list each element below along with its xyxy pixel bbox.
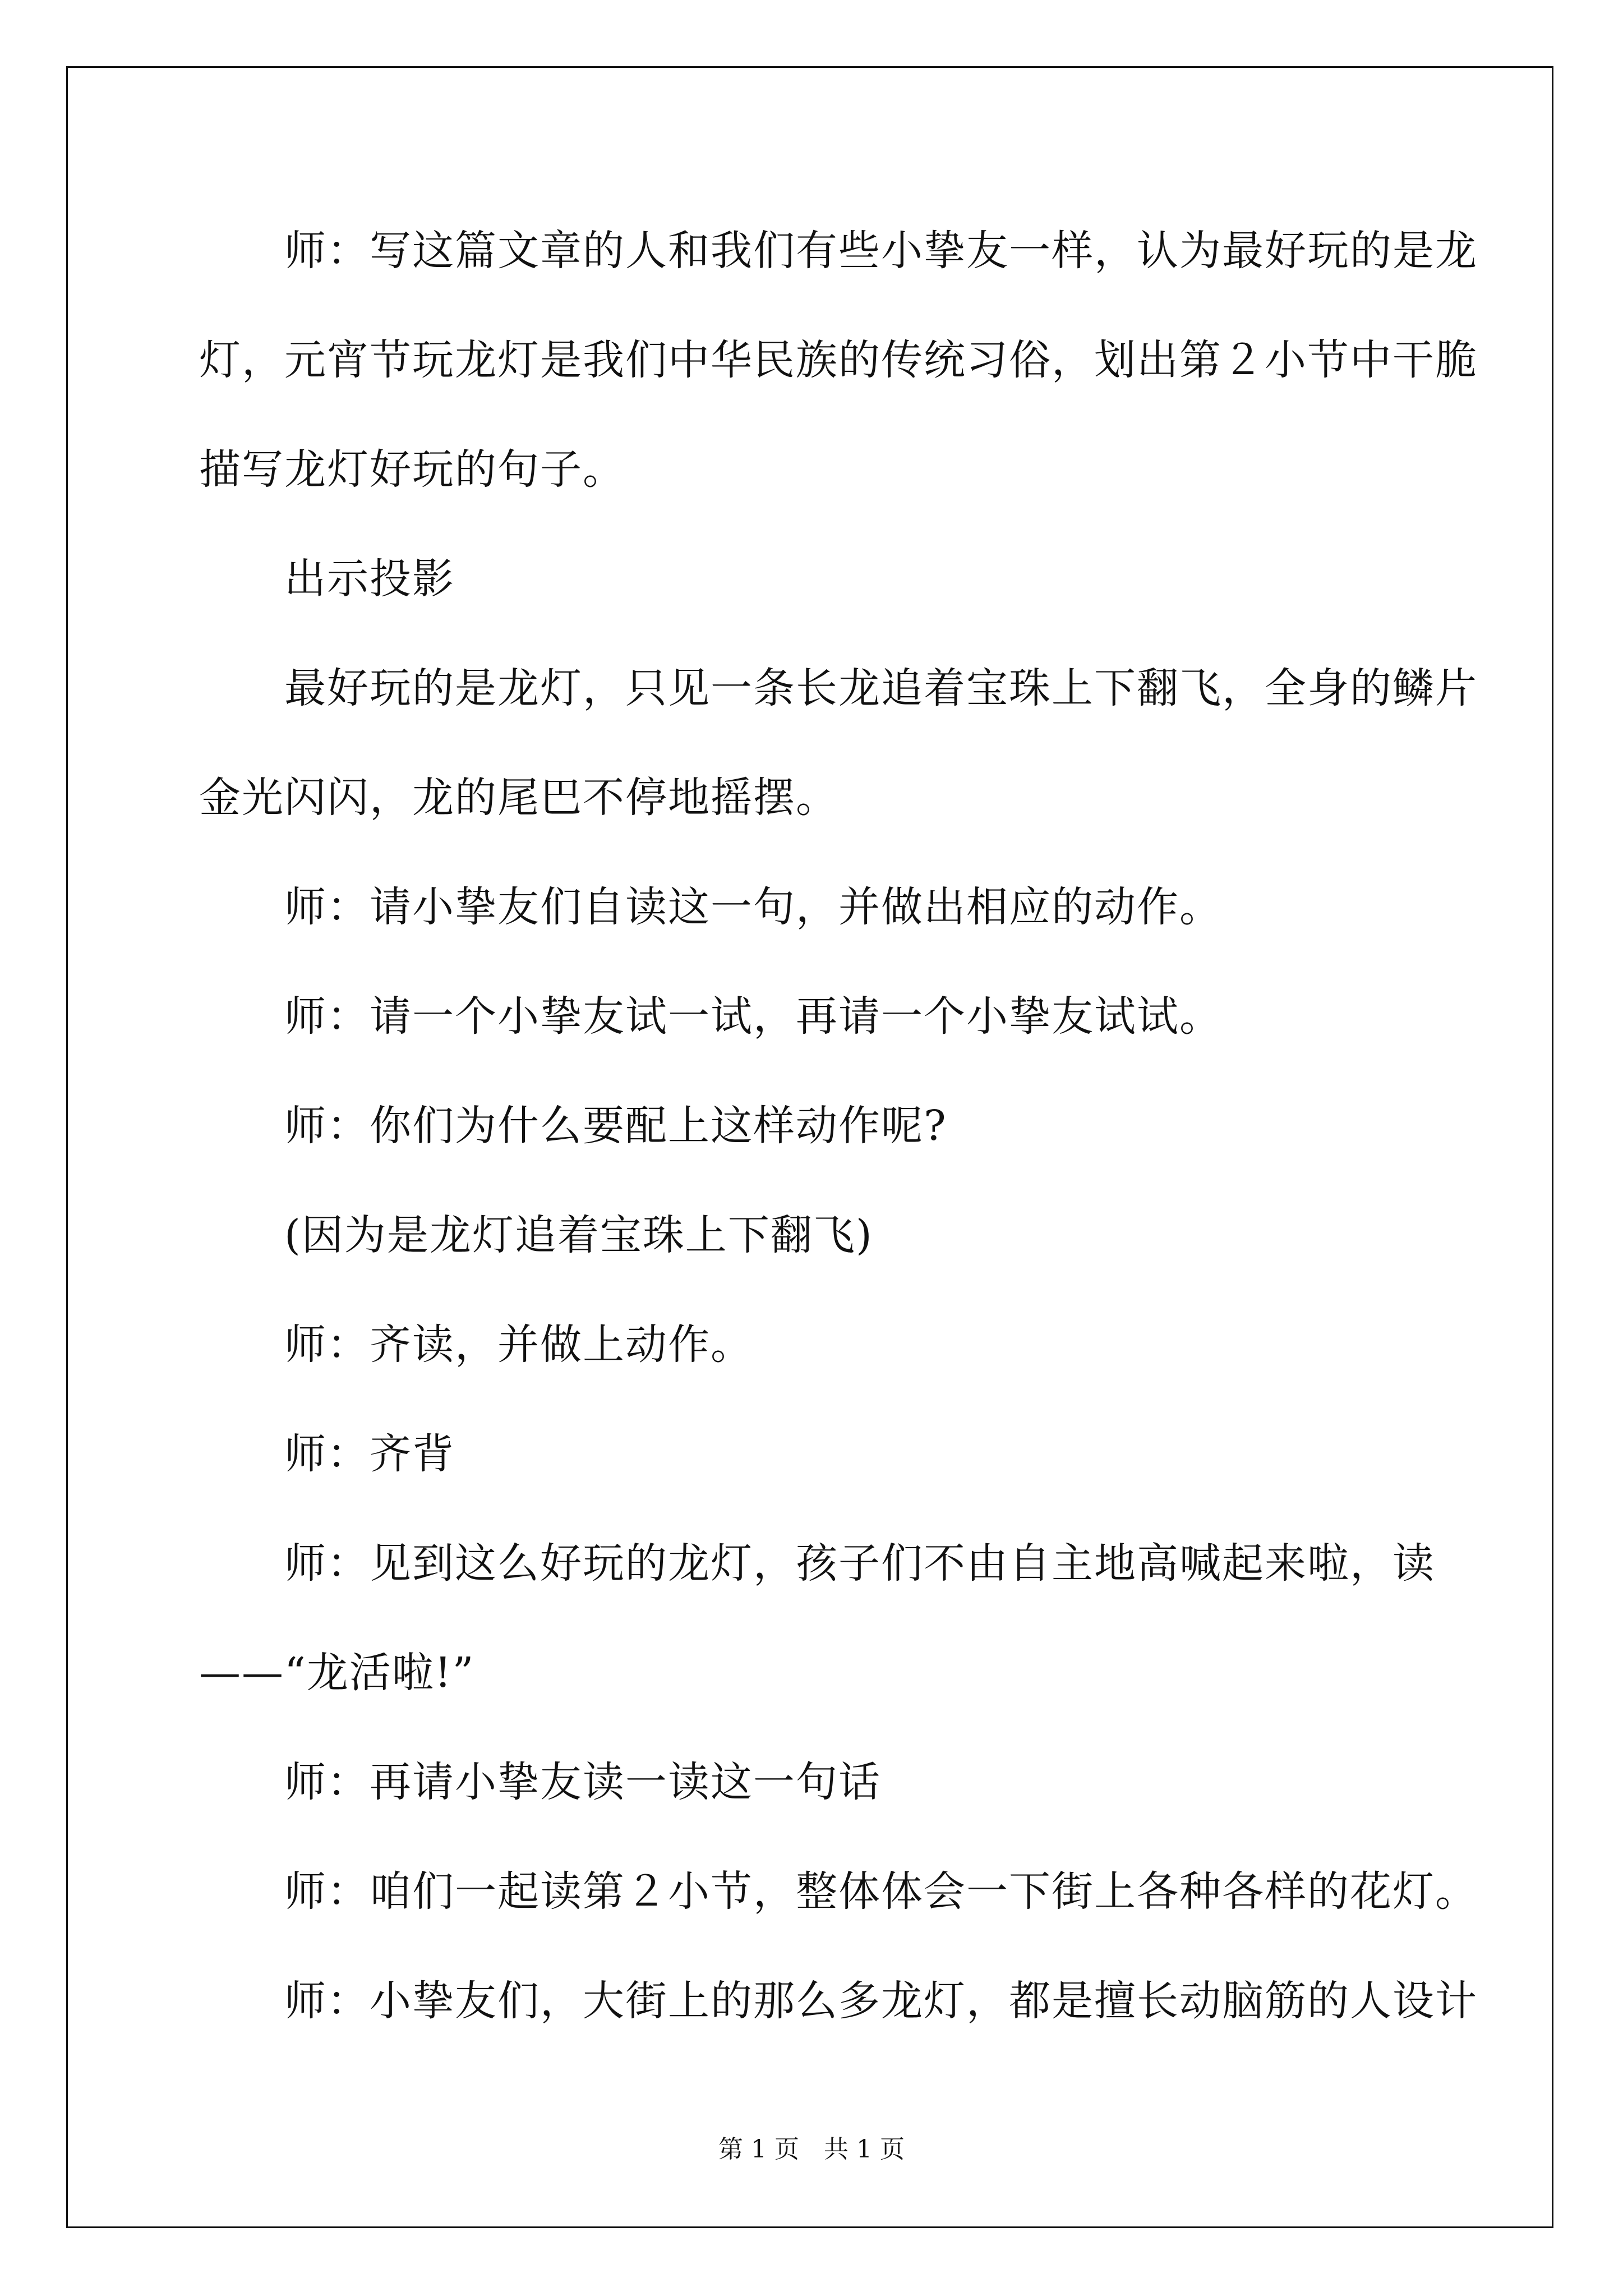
text-line: 师：你们为什么要配上这样动作呢? (199, 1102, 947, 1150)
text-line: 师：再请小挚友读一读这一句话 (199, 1758, 881, 1806)
text-line: 师：咱们一起读第２小节，整体体会一下街上各种各样的花灯。 (199, 1867, 1478, 1916)
text-line: 灯，元宵节玩龙灯是我们中华民族的传统习俗，划出第２小节中干脆 (199, 336, 1478, 384)
text-line: 最好玩的是龙灯，只见一条长龙追着宝珠上下翻飞，全身的鳞片 (199, 664, 1478, 712)
text-line: 出示投影 (199, 555, 455, 603)
text-line: (因为是龙灯追着宝珠上下翻飞) (199, 1211, 873, 1259)
text-line: 描写龙灯好玩的句子。 (199, 445, 625, 494)
text-line: 师：齐读，并做上动作。 (199, 1320, 753, 1369)
text-line: 师：小挚友们，大街上的那么多龙灯，都是擅长动脑筋的人设计 (199, 1977, 1478, 2025)
text-line: 师：见到这么好玩的龙灯，孩子们不由自主地高喊起来啦，读 (199, 1539, 1435, 1588)
page-footer: 第 1 页 共 1 页 (718, 2135, 905, 2164)
text-line: 金光闪闪，龙的尾巴不停地摇摆。 (199, 774, 838, 822)
text-line: 师：请一个小挚友试一试，再请一个小挚友试试。 (199, 992, 1222, 1041)
text-line: ——“龙活啦!” (199, 1649, 475, 1697)
text-line: 师：写这篇文章的人和我们有些小挚友一样，认为最好玩的是龙 (199, 227, 1478, 275)
text-line: 师：请小挚友们自读这一句，并做出相应的动作。 (199, 883, 1222, 931)
text-line: 师：齐背 (199, 1430, 455, 1478)
